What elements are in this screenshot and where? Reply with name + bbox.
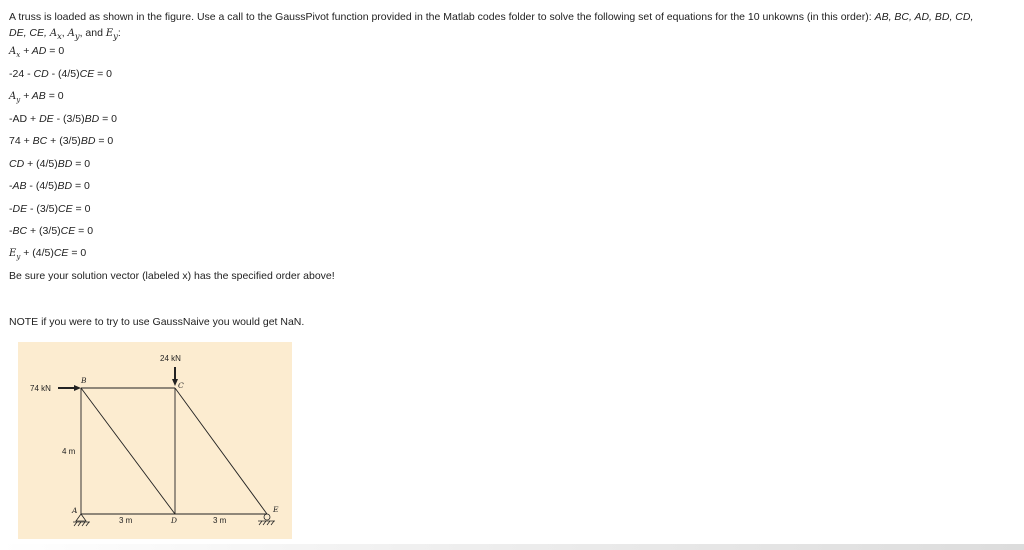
truss-diagram [18, 342, 292, 539]
order-reminder: Be sure your solution vector (labeled x) has the specified order above! [9, 270, 335, 282]
equation-2: -24 - CD - (4/5)CE = 0 [9, 68, 113, 80]
equation-9: -BC + (3/5)CE = 0 [9, 225, 94, 237]
span-label-right: 3 m [213, 516, 227, 525]
node-label-d: D [171, 516, 178, 525]
gauss-naive-note: NOTE if you were to try to use GaussNaive you would get NaN. [9, 316, 305, 328]
pin-support-a [73, 514, 90, 526]
height-label: 4 m [62, 447, 76, 456]
member-bd [81, 388, 175, 514]
node-label-c: C [178, 381, 184, 390]
intro-text: A truss is loaded as shown in the figure. Use a call to the GaussPivot function provided in the Matlab codes folder to solve the following set of equations for the 10 unkowns (in this order): [9, 11, 875, 23]
unknown-ey: $E_y$ [105, 28, 118, 41]
node-label-e: E [273, 505, 279, 514]
unknowns-list-1: AB, BC, AD, BD, CD, [874, 11, 974, 23]
node-label-b: B [81, 376, 87, 385]
bottom-edge [0, 544, 1024, 550]
equation-5: 74 + BC + (3/5)BD = 0 [9, 135, 114, 147]
span-label-left: 3 m [119, 516, 133, 525]
unknown-ax: $A_x$ [49, 28, 62, 41]
truss-figure [18, 342, 292, 539]
unknowns-list-2: DE, CE, [9, 27, 50, 39]
equation-10: $E_y + (4/5)CE = 0$ [9, 247, 87, 261]
load-arrow-left [58, 385, 81, 391]
equation-7: -AB - (4/5)BD = 0 [9, 180, 90, 192]
equation-3: $A_y$ + AB = 0 [9, 90, 64, 104]
problem-statement: A truss is loaded as shown in the figure. Use a call to the GaussPivot function provided in the Matlab codes folder to solve the following set of equations for the 10 unkowns (in this order): AB, BC, AD, BD, CD, DE, CE, $A_x$, $A_y$, and $E_y$: [9, 11, 974, 41]
load-label-top: 24 kN [160, 354, 181, 363]
load-label-left: 74 kN [30, 384, 51, 393]
equation-8: -DE - (3/5)CE = 0 [9, 203, 91, 215]
roller-support-e [258, 514, 275, 525]
unknown-ay: $A_y$ [67, 28, 80, 41]
equation-4: -AD + DE - (3/5)BD = 0 [9, 113, 117, 125]
equation-6: CD + (4/5)BD = 0 [9, 158, 91, 170]
node-label-a: A [72, 506, 78, 515]
member-ce [175, 388, 267, 514]
equation-1: $A_x$ + AD = 0 [9, 45, 65, 59]
